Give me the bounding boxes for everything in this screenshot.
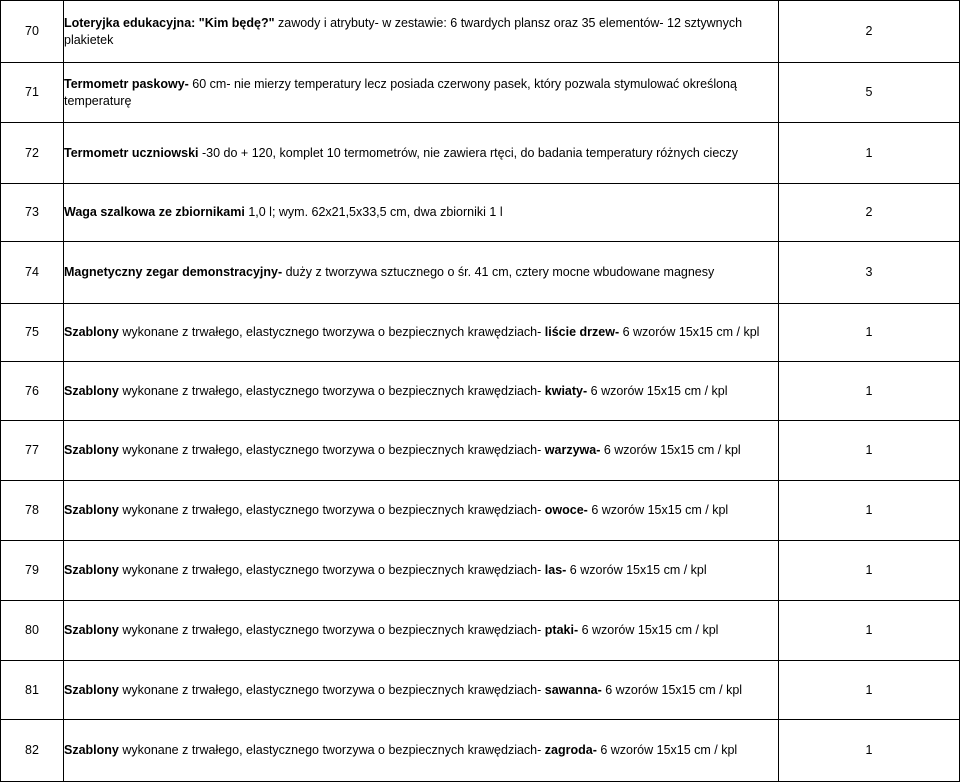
description-bold-part: Szablony <box>64 743 119 757</box>
description-part: wykonane z trwałego, elastycznego tworzywa o bezpiecznych krawędziach- <box>118 325 545 339</box>
description-part: 6 wzorów 15x15 cm / kpl <box>596 743 738 757</box>
description-bold-part: Termometr paskowy- <box>64 76 189 91</box>
description-part: wykonane z trwałego, elastycznego tworzywa o bezpiecznych krawędziach- <box>118 383 545 398</box>
row-description <box>64 304 779 362</box>
row-number: 72 <box>1 123 64 184</box>
row-description <box>64 421 779 481</box>
row-quantity: 1 <box>779 362 960 421</box>
row-quantity: 2 <box>779 1 960 63</box>
row-number: 75 <box>1 304 64 362</box>
description-part: 1,0 l; wym. 62x21,5x33,5 cm, dwa zbiorniki 1 l <box>244 205 503 219</box>
table-row <box>1 304 960 362</box>
description-part: wykonane z trwałego, elastycznego tworzywa o bezpiecznych krawędziach- <box>118 743 545 757</box>
row-number: 73 <box>1 184 64 242</box>
description-bold-part: liście drzew- <box>544 325 620 339</box>
description-part: 60 cm- nie mierzy temperatury lecz posiada czerwony pasek, który pozwala stymulować określoną temperaturę <box>64 76 737 108</box>
row-description <box>64 720 779 782</box>
row-description <box>64 601 779 661</box>
description-part: 6 wzorów 15x15 cm / kpl <box>619 325 760 339</box>
row-description <box>64 481 779 541</box>
description-bold-part: Waga szalkowa ze zbiornikami <box>64 205 245 219</box>
description-part: wykonane z trwałego, elastycznego tworzywa o bezpiecznych krawędziach- <box>118 682 545 697</box>
description-part: 6 wzorów 15x15 cm / kpl <box>600 443 741 457</box>
row-quantity: 1 <box>779 601 960 661</box>
description-part: wykonane z trwałego, elastycznego tworzywa o bezpiecznych krawędziach- <box>118 443 545 457</box>
row-quantity: 1 <box>779 541 960 601</box>
description-part: wykonane z trwałego, elastycznego tworzywa o bezpiecznych krawędziach- <box>118 623 545 637</box>
description-bold-part: las- <box>544 563 567 577</box>
table-row <box>1 720 960 782</box>
description-part: 6 wzorów 15x15 cm / kpl <box>587 383 728 398</box>
description-bold-part: ptaki- <box>544 623 579 637</box>
description-bold-part: kwiaty- <box>544 383 588 398</box>
row-description <box>64 661 779 720</box>
table-row <box>1 421 960 481</box>
description-bold-part: Szablony <box>64 443 119 457</box>
description-part: 6 wzorów 15x15 cm / kpl <box>587 503 729 517</box>
description-bold-part: Szablony <box>64 325 119 339</box>
row-quantity: 3 <box>779 242 960 304</box>
description-part: -30 do + 120, komplet 10 termometrów, nie zawiera rtęci, do badania temperatury różnych cieczy <box>198 145 739 160</box>
description-bold-part: Termometr uczniowski <box>64 145 199 160</box>
description-part: 6 wzorów 15x15 cm / kpl <box>578 623 719 637</box>
description-bold-part: owoce- <box>544 503 588 517</box>
description-part: wykonane z trwałego, elastycznego tworzywa o bezpiecznych krawędziach- <box>118 503 545 517</box>
row-description <box>64 123 779 184</box>
description-bold-part: Szablony <box>64 563 119 577</box>
table-row <box>1 63 960 123</box>
row-quantity: 1 <box>779 304 960 362</box>
row-description <box>64 541 779 601</box>
description-bold-part: Magnetyczny zegar demonstracyjny- <box>64 265 283 279</box>
table-row <box>1 601 960 661</box>
description-bold-part: Szablony <box>64 383 119 398</box>
table-row <box>1 481 960 541</box>
description-bold-part: zagroda- <box>544 743 597 757</box>
row-description <box>64 1 779 63</box>
row-number: 82 <box>1 720 64 782</box>
row-quantity: 1 <box>779 421 960 481</box>
row-description <box>64 242 779 304</box>
description-part: 6 wzorów 15x15 cm / kpl <box>601 682 743 697</box>
row-number: 74 <box>1 242 64 304</box>
row-number: 77 <box>1 421 64 481</box>
table-row <box>1 184 960 242</box>
description-part: duży z tworzywa sztucznego o śr. 41 cm, cztery mocne wbudowane magnesy <box>282 265 715 279</box>
table-row <box>1 661 960 720</box>
row-quantity: 1 <box>779 720 960 782</box>
row-description <box>64 184 779 242</box>
row-number: 80 <box>1 601 64 661</box>
row-quantity: 1 <box>779 661 960 720</box>
table-row <box>1 242 960 304</box>
description-bold-part: warzywa- <box>544 443 601 457</box>
description-part: wykonane z trwałego, elastycznego tworzywa o bezpiecznych krawędziach- <box>118 563 545 577</box>
table-row <box>1 123 960 184</box>
row-description <box>64 63 779 123</box>
row-description <box>64 362 779 421</box>
row-number: 81 <box>1 661 64 720</box>
row-quantity: 2 <box>779 184 960 242</box>
row-number: 71 <box>1 63 64 123</box>
items-table-body <box>1 1 960 782</box>
row-quantity: 1 <box>779 123 960 184</box>
description-bold-part: Loteryjka edukacyjna: "Kim będę?" <box>64 15 275 30</box>
row-number: 76 <box>1 362 64 421</box>
row-number: 79 <box>1 541 64 601</box>
description-bold-part: Szablony <box>64 682 119 697</box>
row-number: 70 <box>1 1 64 63</box>
description-part: zawody i atrybuty- w zestawie: 6 twardych plansz oraz 35 elementów- 12 sztywnych plakietek <box>64 15 743 47</box>
table-row <box>1 362 960 421</box>
table-row <box>1 1 960 63</box>
description-part: 6 wzorów 15x15 cm / kpl <box>566 563 707 577</box>
description-bold-part: sawanna- <box>544 682 602 697</box>
row-number: 78 <box>1 481 64 541</box>
table-row <box>1 541 960 601</box>
row-quantity: 5 <box>779 63 960 123</box>
description-bold-part: Szablony <box>64 503 119 517</box>
description-bold-part: Szablony <box>64 623 119 637</box>
row-quantity: 1 <box>779 481 960 541</box>
